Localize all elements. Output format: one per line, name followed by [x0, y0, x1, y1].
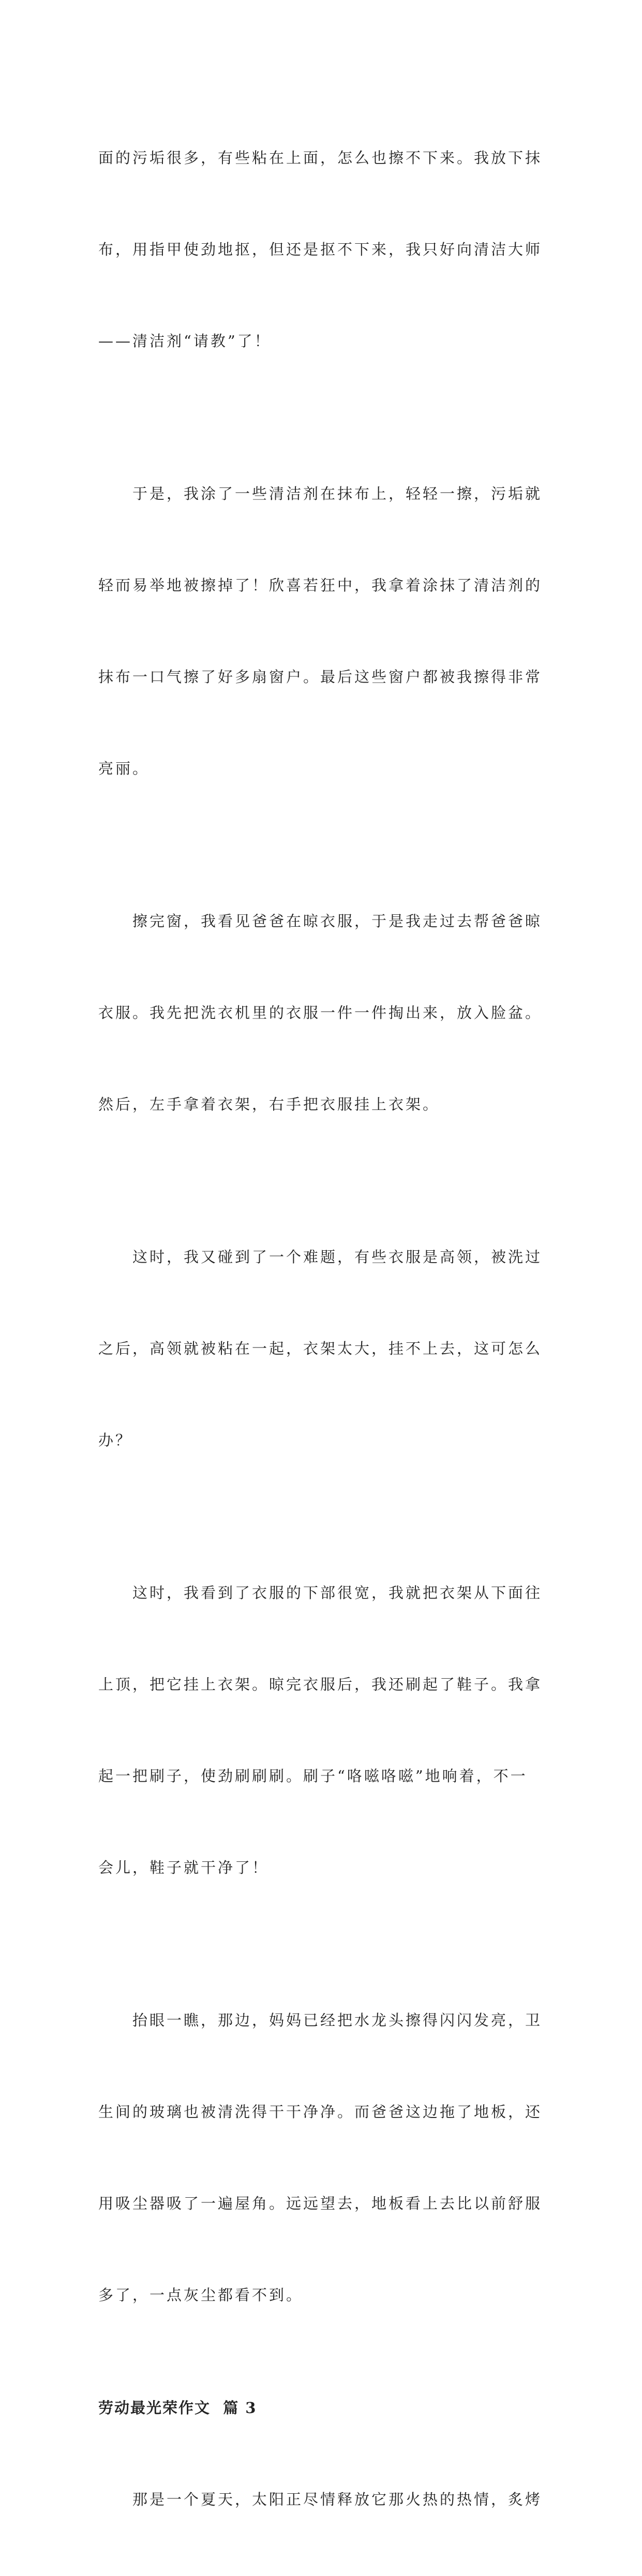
text-line: 然后，左手拿着衣架，右手把衣服挂上衣架。: [98, 1095, 440, 1113]
text-line: 衣服。我先把洗衣机里的衣服一件一件掏出来，放入脸盆。: [98, 1004, 543, 1021]
text-line: 多了，一点灰尘都看不到。: [98, 2286, 304, 2304]
text-line: 上顶，把它挂上衣架。晾完衣服后，我还刷起了鞋子。我拿: [98, 1676, 543, 1693]
text-line: 于是，我涂了一些清洁剂在抹布上，轻轻一擦，污垢就: [132, 485, 543, 502]
text-line: 生间的玻璃也被清洗得干干净净。而爸爸这边拖了地板，还: [98, 2103, 543, 2121]
text-line: 起一把刷子，使劲刷刷刷。刷子“咯嗞咯嗞”地响着，不一: [98, 1767, 528, 1785]
paragraph: [98, 1181, 548, 1517]
text-line: 抬眼一瞧，那边，妈妈已经把水龙头擦得闪闪发亮，卫: [132, 2011, 543, 2029]
text-line: 之后，高领就被粘在一起，衣架太大，挂不上去，这可怎么: [98, 1340, 543, 1357]
paragraph: [98, 418, 548, 845]
text-line: 那是一个夏天，太阳正尽情释放它那火热的热情，炙烤: [132, 2491, 543, 2508]
text-line: 这时，我看到了衣服的下部很宽，我就把衣架从下面往: [132, 1584, 543, 1602]
paragraph: [98, 1944, 548, 2372]
text-line: 办？: [98, 1431, 133, 1449]
text-line: 用吸尘器吸了一遍屋角。远远望去，地板看上去比以前舒服: [98, 2195, 543, 2212]
paragraph: [98, 82, 548, 418]
text-line: 面的污垢很多，有些粘在上面，怎么也擦不下来。我放下抹: [98, 149, 543, 167]
text-line: 轻而易举地被擦掉了！欣喜若狂中，我拿着涂抹了清洁剂的: [98, 576, 543, 594]
text-line: ——清洁剂“请教”了！: [98, 332, 272, 350]
document-body: [98, 82, 548, 2576]
paragraph: [98, 2423, 548, 2576]
paragraph: [98, 845, 548, 1181]
text-line: 亮丽。: [98, 760, 150, 777]
text-line: 布，用指甲使劲地抠，但还是抠不下来，我只好向清洁大师: [98, 241, 543, 258]
text-line: 擦完窗，我看见爸爸在晾衣服，于是我走过去帮爸爸晾: [132, 912, 543, 930]
text-line: 会儿，鞋子就干净了！: [98, 1859, 270, 1876]
text-line: 抹布一口气擦了好多扇窗户。最后这些窗户都被我擦得非常: [98, 668, 543, 686]
section-heading: 劳动最光荣作文 篇 3: [98, 2399, 257, 2417]
section-spacer: [98, 2372, 548, 2393]
text-line: 这时，我又碰到了一个难题，有些衣服是高领，被洗过: [132, 1248, 543, 1266]
paragraph: [98, 1517, 548, 1944]
